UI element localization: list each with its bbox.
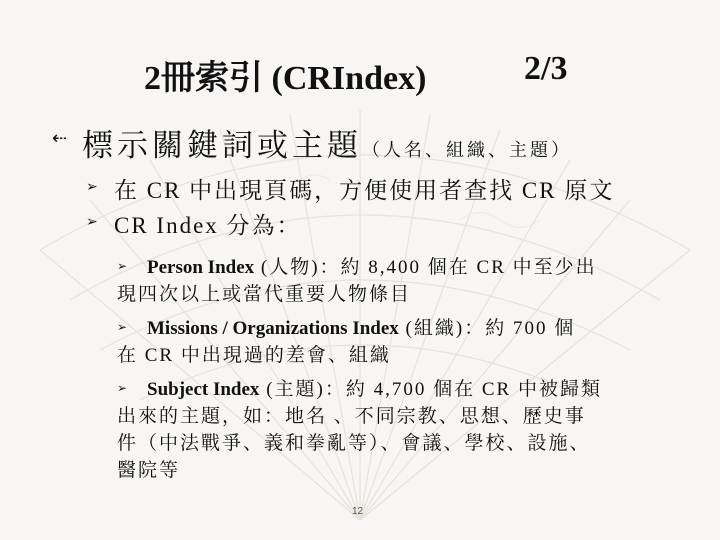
index-description: (組織)：約 700 個 <box>398 318 576 339</box>
index-description-continued: 醫院等 <box>117 460 181 481</box>
index-description-continued: 在 CR 中出現過的差會、組織 <box>117 345 391 366</box>
arrow-left-bullet-icon: ⇠ <box>52 128 68 149</box>
arrowhead-bullet-icon: ➢ <box>86 214 98 230</box>
bullet-level1-note: （人名、組織、主題） <box>362 140 572 161</box>
arrowhead-bullet-icon: ➢ <box>117 381 128 395</box>
bullet-level1-text: 標示關鍵詞或主題 <box>82 128 362 164</box>
index-description: (主題)：約 4,700 個在 CR 中被歸類 <box>259 379 602 400</box>
index-description: (人物)：約 8,400 個在 CR 中至少出 <box>254 257 597 278</box>
index-description-continued: 現四次以上或當代重要人物條目 <box>117 284 412 305</box>
arrowhead-bullet-icon: ➢ <box>117 259 128 273</box>
arrowhead-bullet-icon: ➢ <box>86 179 98 195</box>
bullet-level2-text: CR Index 分為： <box>114 213 302 238</box>
arrowhead-bullet-icon: ➢ <box>117 320 128 334</box>
index-description-continued: 件（中法戰爭、義和拳亂等）、會議、學校、設施、 <box>117 433 591 454</box>
index-name: Missions / Organizations Index <box>147 318 399 339</box>
title-text: 2冊索引 (CRIndex) <box>144 60 427 97</box>
title-page-indicator: 2/3 <box>524 50 568 87</box>
bullet-level2-text: 在 CR 中出現頁碼，方便使用者查找 CR 原文 <box>114 178 615 203</box>
slide-number: 12 <box>352 506 364 517</box>
index-name: Subject Index <box>147 379 260 400</box>
index-description-continued: 出來的主題，如：地名 、不同宗教、思想、歷史事 <box>117 406 586 427</box>
index-name: Person Index <box>147 257 255 278</box>
